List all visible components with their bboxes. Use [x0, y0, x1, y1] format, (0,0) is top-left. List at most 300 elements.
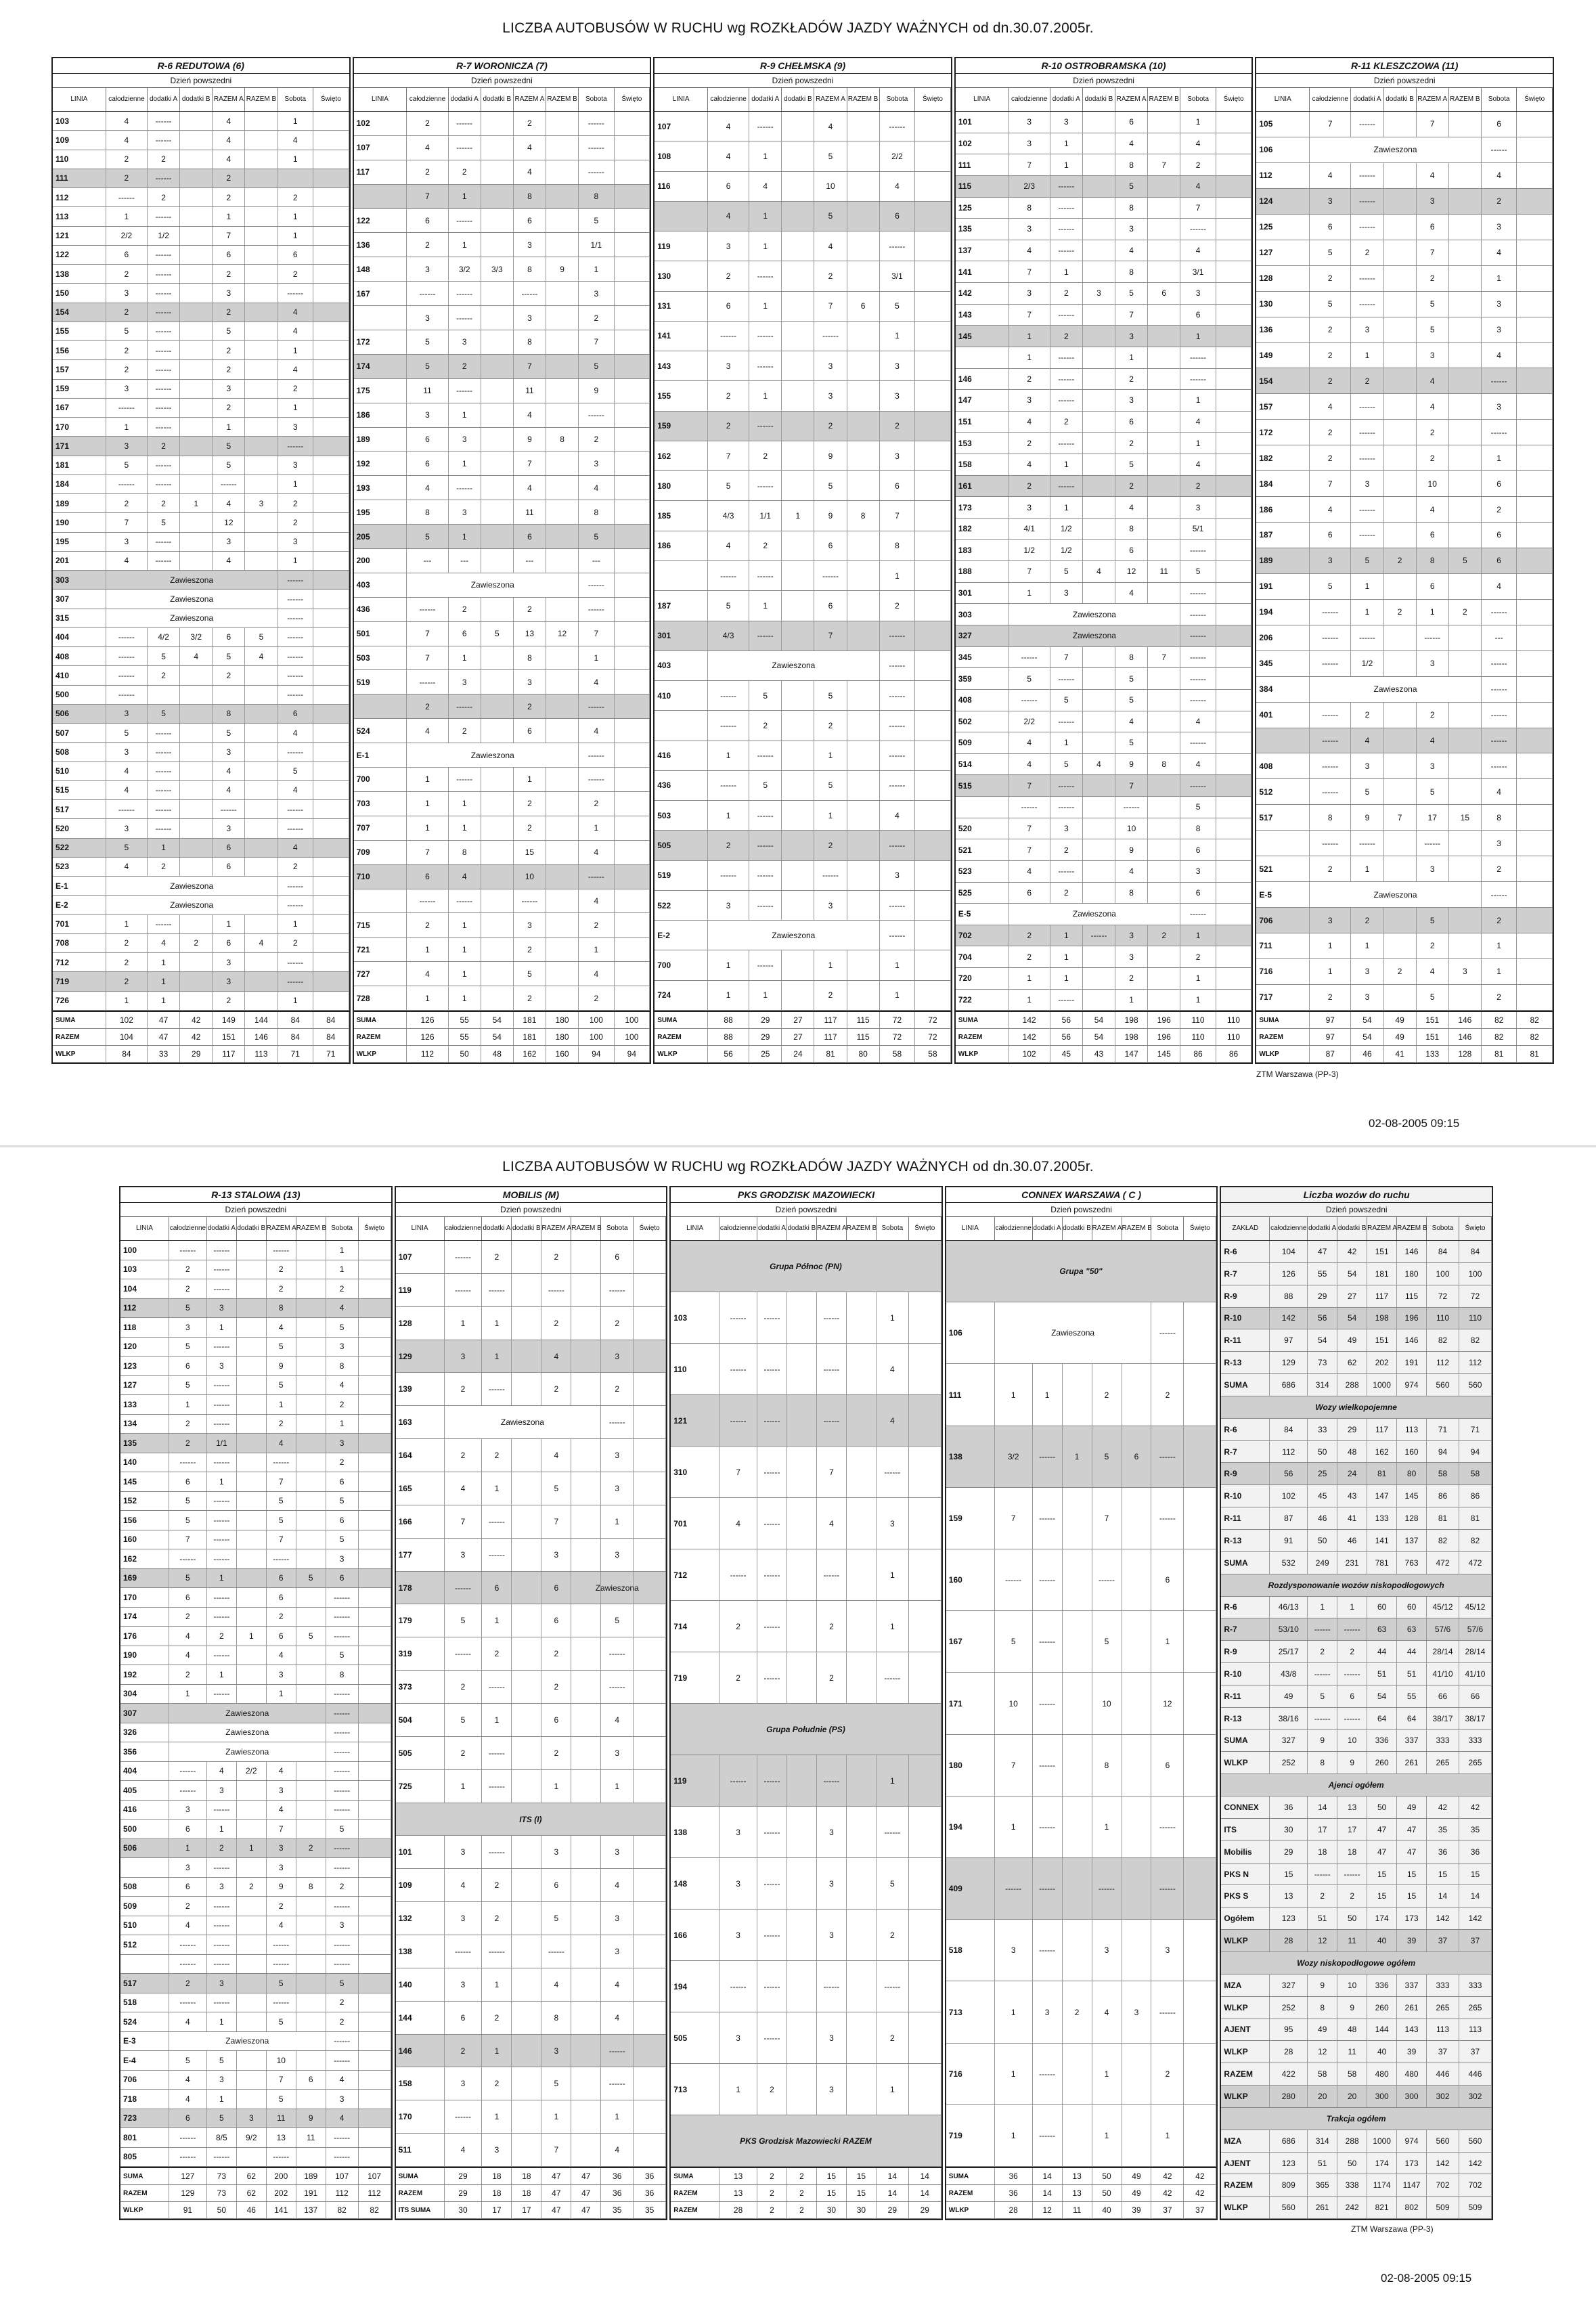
table-row	[53, 781, 349, 800]
cell: 1	[1482, 266, 1517, 291]
cell: 115	[1397, 1285, 1427, 1307]
cell: 265	[1427, 1752, 1459, 1773]
cell: 1	[407, 938, 448, 961]
totals-value: 47	[541, 2168, 571, 2184]
cell: 3	[445, 1539, 483, 1571]
table-row	[655, 681, 951, 711]
line-number: 200	[354, 549, 407, 573]
line-number: 301	[956, 583, 1009, 604]
column-header: całodzienne	[995, 1217, 1033, 1240]
cell: 1	[267, 1395, 296, 1414]
cell: 3	[708, 351, 749, 380]
table-row	[1221, 1618, 1492, 1641]
cell: ------	[207, 1511, 237, 1530]
table-row	[946, 1735, 1217, 1796]
cell: ---	[514, 549, 546, 573]
cell	[1384, 728, 1417, 753]
cell	[847, 771, 880, 800]
table-row	[1221, 1930, 1492, 1952]
cell: ------	[213, 800, 245, 818]
cell: 4	[708, 112, 749, 141]
cell	[1083, 839, 1115, 860]
cell: 1	[995, 1981, 1033, 2042]
cell	[481, 282, 514, 305]
cell	[180, 207, 213, 225]
cell	[313, 571, 349, 589]
line-number: SUMA	[1221, 1730, 1270, 1752]
cell: 2/2	[237, 1762, 267, 1781]
table-row	[120, 1916, 391, 1936]
cell: 2	[708, 261, 749, 290]
cell: ------	[1033, 1858, 1063, 1919]
table-row	[956, 946, 1252, 968]
cell: 300	[1397, 2086, 1427, 2107]
cell	[1216, 369, 1252, 390]
cell	[1216, 176, 1252, 197]
table-row	[120, 1665, 391, 1685]
line-number: 130	[655, 261, 708, 290]
cell	[634, 1439, 666, 1472]
cell: 6	[1310, 523, 1351, 548]
cell: 5	[213, 322, 245, 340]
cell: 2	[106, 953, 148, 971]
cell: 2	[148, 188, 180, 206]
cell: 4	[267, 1646, 296, 1665]
line-number: 101	[396, 1836, 445, 1868]
cell	[1216, 390, 1252, 411]
line-number: 519	[655, 861, 708, 890]
cell	[615, 160, 650, 184]
cell	[782, 202, 814, 231]
cell: 28	[1270, 2041, 1308, 2063]
cell: 30	[1270, 1819, 1308, 1840]
column-header: dodatki B	[787, 1217, 817, 1240]
cell: ------	[1337, 1618, 1367, 1640]
cell: ------	[449, 306, 481, 330]
cell: ------	[148, 265, 180, 283]
cell	[782, 591, 814, 620]
line-number: 700	[655, 950, 708, 979]
cell: 4	[449, 865, 481, 889]
cell	[1517, 908, 1553, 933]
cell	[1122, 1796, 1152, 1857]
line-number: 436	[655, 771, 708, 800]
totals-value: 11	[1063, 2202, 1092, 2218]
cell	[787, 1447, 817, 1497]
table-row	[53, 877, 349, 896]
cell: ------	[1050, 797, 1083, 818]
suspended-note: Zawieszona	[106, 896, 278, 914]
cell	[278, 169, 314, 188]
line-number: 176	[120, 1627, 169, 1646]
cell: 7	[1148, 154, 1180, 175]
column-header: Sobota	[877, 1217, 909, 1240]
cell	[296, 1665, 326, 1684]
cell	[512, 1704, 541, 1736]
cell	[512, 1604, 541, 1637]
cell	[237, 1511, 267, 1530]
cell	[1517, 625, 1553, 651]
cell: 5	[326, 1530, 359, 1549]
cell: 3	[1009, 390, 1050, 411]
suspended-note: Zawieszona	[169, 1704, 326, 1723]
cell	[546, 719, 579, 743]
cell	[1384, 753, 1417, 778]
line-number: 404	[120, 1762, 169, 1781]
table-row	[396, 1902, 667, 1935]
line-number: 117	[354, 160, 407, 184]
cell: ------	[1351, 189, 1383, 214]
table-row	[671, 1755, 941, 1807]
cell: 1	[880, 981, 916, 1010]
cell	[847, 1447, 877, 1497]
cell: 7	[267, 1472, 296, 1491]
cell	[1384, 343, 1417, 368]
cell: 7	[407, 646, 448, 670]
cell	[571, 1505, 601, 1538]
table-row	[956, 883, 1252, 904]
cell: 4	[579, 841, 615, 864]
cell: 10	[814, 172, 847, 201]
cell: 2	[326, 1453, 359, 1472]
line-number: 700	[354, 768, 407, 791]
cell: 2	[407, 233, 448, 257]
cell	[237, 1357, 267, 1375]
cell	[847, 381, 880, 410]
cell	[847, 561, 880, 590]
cell	[571, 1241, 601, 1273]
table-row	[1256, 292, 1553, 317]
cell	[1148, 369, 1180, 390]
cell: 9	[267, 1357, 296, 1375]
cell: 6	[708, 292, 749, 321]
suspended-note: Zawieszona	[1310, 677, 1482, 702]
cell	[787, 1549, 817, 1600]
totals-label: RAZEM	[655, 1029, 708, 1045]
totals-block	[396, 2167, 667, 2219]
cell	[180, 552, 213, 570]
table-row	[354, 379, 650, 403]
cell	[615, 282, 650, 305]
cell: ------	[445, 1935, 483, 1968]
cell: 196	[1397, 1308, 1427, 1329]
cell	[237, 1492, 267, 1511]
cell	[615, 330, 650, 354]
cell: ------	[267, 1955, 296, 1974]
totals-value: 146	[1449, 1029, 1482, 1045]
cell: 1	[148, 972, 180, 990]
cell: 3	[278, 418, 314, 436]
table-row	[120, 1820, 391, 1839]
cell	[1148, 711, 1180, 732]
cell: 6	[278, 246, 314, 264]
cell: 2	[213, 303, 245, 322]
totals-value: 82	[1517, 1029, 1553, 1045]
cell	[245, 284, 278, 302]
totals-value: 29	[445, 2185, 483, 2201]
cell: 2	[719, 1652, 757, 1703]
cell: 1	[877, 2064, 909, 2115]
line-number: 154	[53, 303, 106, 322]
cell	[359, 1569, 391, 1588]
line-number: R-10	[1221, 1308, 1270, 1329]
line-number: 704	[956, 946, 1009, 967]
cell: 37	[1427, 2041, 1459, 2063]
cell: 5	[267, 1338, 296, 1357]
line-number: 120	[120, 1338, 169, 1357]
cell: 46/13	[1270, 1597, 1308, 1618]
cell: 3/2	[995, 1426, 1033, 1487]
cell: 3	[407, 403, 448, 427]
cell	[1083, 690, 1115, 711]
cell: 5	[106, 456, 148, 475]
table-row	[671, 1498, 941, 1549]
totals-value: 115	[847, 1012, 880, 1028]
line-number: 159	[53, 380, 106, 398]
cell	[1449, 779, 1482, 804]
day-type-header: Dzień powszedni	[53, 74, 349, 88]
totals-value: 29	[749, 1012, 782, 1028]
line-number: 141	[655, 322, 708, 351]
cell: 15	[1449, 805, 1482, 830]
cell: 54	[1337, 1263, 1367, 1285]
cell: ------	[757, 1344, 787, 1394]
cell	[245, 552, 278, 570]
cell	[512, 1935, 541, 1968]
cell	[1216, 839, 1252, 860]
cell: 8	[296, 1878, 326, 1897]
cell: 3	[601, 1340, 634, 1373]
totals-value: 49	[1122, 2185, 1152, 2201]
cell: 2	[601, 1307, 634, 1340]
totals-row	[53, 1029, 349, 1046]
cell: 12	[1151, 1673, 1184, 1734]
cell: ------	[407, 889, 448, 913]
table-row	[354, 282, 650, 306]
totals-label: SUMA	[671, 2168, 719, 2184]
cell: 4	[213, 131, 245, 149]
totals-row	[1256, 1029, 1553, 1046]
cell: ------	[207, 1492, 237, 1511]
table-row	[53, 169, 349, 188]
cell: ------	[278, 628, 314, 646]
cell: 1	[1050, 968, 1083, 989]
cell: 1	[278, 475, 314, 493]
table-row	[1256, 625, 1553, 651]
table-row	[53, 513, 349, 532]
cell: ------	[1482, 882, 1517, 907]
totals-value: 94	[579, 1046, 615, 1062]
cell: ------	[757, 1292, 787, 1343]
totals-value: 35	[601, 2202, 634, 2218]
cell: 6	[482, 1572, 512, 1604]
cell: 446	[1459, 2063, 1492, 2085]
table-row	[354, 622, 650, 646]
cell: 1	[407, 768, 448, 791]
cell: 7	[814, 621, 847, 651]
cell	[915, 861, 951, 890]
cell: 1	[1180, 112, 1216, 133]
cell: 9	[1337, 1752, 1367, 1773]
cell: 1	[995, 1796, 1033, 1857]
cell: ------	[407, 598, 448, 621]
line-number: 508	[53, 743, 106, 761]
cell	[1184, 1302, 1216, 1363]
cell: 231	[1337, 1552, 1367, 1574]
cell	[237, 1897, 267, 1916]
table-row	[120, 1318, 391, 1338]
cell: 3	[814, 381, 847, 410]
cell: 5	[814, 141, 847, 171]
cell: 2	[541, 1637, 571, 1670]
table-row	[354, 160, 650, 185]
line-number: R-7	[1221, 1441, 1270, 1463]
line-number: 128	[396, 1307, 445, 1340]
table-row	[53, 686, 349, 705]
table-row	[1221, 1864, 1492, 1886]
cell	[1216, 754, 1252, 775]
line-number: 725	[396, 1770, 445, 1803]
cell	[245, 227, 278, 245]
cell	[359, 1511, 391, 1530]
cell	[237, 2090, 267, 2109]
cell: ------	[877, 1652, 909, 1703]
cell: 5	[1308, 1685, 1337, 1707]
cell	[634, 1274, 666, 1306]
cell: 54	[1367, 1685, 1397, 1707]
cell: 49	[1397, 1796, 1427, 1818]
cell	[180, 418, 213, 436]
cell: ------	[278, 571, 314, 589]
cell: 4	[579, 476, 615, 500]
cell: 3	[601, 1539, 634, 1571]
line-number: 373	[396, 1671, 445, 1703]
cell: 4	[445, 1869, 483, 1901]
cell	[615, 962, 650, 986]
cell	[313, 322, 349, 340]
table-row	[671, 1292, 941, 1344]
cell: 3	[207, 2071, 237, 2090]
table-row	[946, 1611, 1217, 1673]
cell: 8	[326, 1665, 359, 1684]
totals-value: 43	[1083, 1046, 1115, 1062]
cell: 4	[278, 360, 314, 378]
table-row	[396, 1869, 667, 1902]
cell: 6	[106, 246, 148, 264]
line-number: 158	[956, 454, 1009, 475]
totals-value: 30	[817, 2202, 847, 2218]
cell	[634, 1637, 666, 1670]
cell: ------	[148, 819, 180, 837]
cell	[481, 428, 514, 451]
cell	[615, 573, 650, 597]
cell: 104	[1270, 1241, 1308, 1262]
line-number: 122	[53, 246, 106, 264]
cell: 10	[995, 1673, 1033, 1734]
cell	[180, 360, 213, 378]
cell: 6	[267, 1627, 296, 1646]
cell: 7	[267, 1530, 296, 1549]
table-row	[946, 1364, 1217, 1426]
cell	[1216, 797, 1252, 818]
cell: 146	[1397, 1241, 1427, 1262]
cell: 4	[1482, 240, 1517, 265]
line-number: 160	[120, 1530, 169, 1549]
totals-value: 36	[601, 2168, 634, 2184]
table-row	[956, 732, 1252, 754]
line-number: 205	[354, 525, 407, 548]
line-number: 172	[1256, 420, 1310, 445]
table-row	[354, 257, 650, 282]
line-number: 111	[53, 169, 106, 188]
cell: 1	[1351, 600, 1383, 625]
table-row	[354, 913, 650, 938]
cell	[245, 743, 278, 761]
cell: 3	[708, 891, 749, 920]
cell	[481, 209, 514, 233]
cell	[1216, 818, 1252, 839]
cell: 113	[1397, 1419, 1427, 1440]
column-header: LINIA	[946, 1217, 995, 1240]
cell	[634, 1671, 666, 1703]
cell: 2	[1115, 968, 1148, 989]
cell: 8	[213, 705, 245, 723]
cell	[1083, 883, 1115, 904]
line-number: 175	[354, 379, 407, 403]
totals-label: SUMA	[53, 1012, 106, 1028]
cell: 2	[817, 1601, 847, 1652]
cell: ------	[757, 2012, 787, 2063]
cell	[1063, 1673, 1092, 1734]
line-number: 195	[53, 533, 106, 551]
cell: 2	[514, 986, 546, 1010]
cell: ------	[326, 1704, 359, 1723]
cell: 11	[1337, 2041, 1367, 2063]
line-number: 184	[1256, 471, 1310, 496]
cell: 4	[579, 889, 615, 913]
cell	[847, 441, 880, 470]
cell: 3	[407, 306, 448, 330]
table-row	[655, 831, 951, 860]
cell: ------	[1050, 240, 1083, 261]
cell	[296, 1299, 326, 1318]
cell: ------	[1310, 651, 1351, 676]
line-number: 182	[1256, 445, 1310, 470]
cell: ------	[482, 1737, 512, 1769]
table-row	[671, 1652, 941, 1704]
cell	[237, 1415, 267, 1434]
cell	[359, 2148, 391, 2167]
totals-label: WLKP	[655, 1046, 708, 1062]
table-row	[396, 1406, 667, 1439]
cell: 8	[1115, 198, 1148, 219]
totals-value: 37	[1184, 2202, 1216, 2218]
cell	[1449, 240, 1482, 265]
totals-value: 2	[787, 2202, 817, 2218]
cell: 47	[1367, 1819, 1397, 1840]
cell: 8	[1308, 1752, 1337, 1773]
cell: 1	[1050, 732, 1083, 753]
line-number: MZA	[1221, 2130, 1270, 2152]
cell: 81	[1427, 1507, 1459, 1529]
cell: 1	[445, 1307, 483, 1340]
cell	[1063, 1735, 1092, 1796]
line-number: 194	[946, 1796, 995, 1857]
cell: 3	[213, 819, 245, 837]
totals-value: 126	[407, 1029, 448, 1045]
column-header: dodatki B	[237, 1217, 267, 1240]
cell	[1083, 326, 1115, 347]
